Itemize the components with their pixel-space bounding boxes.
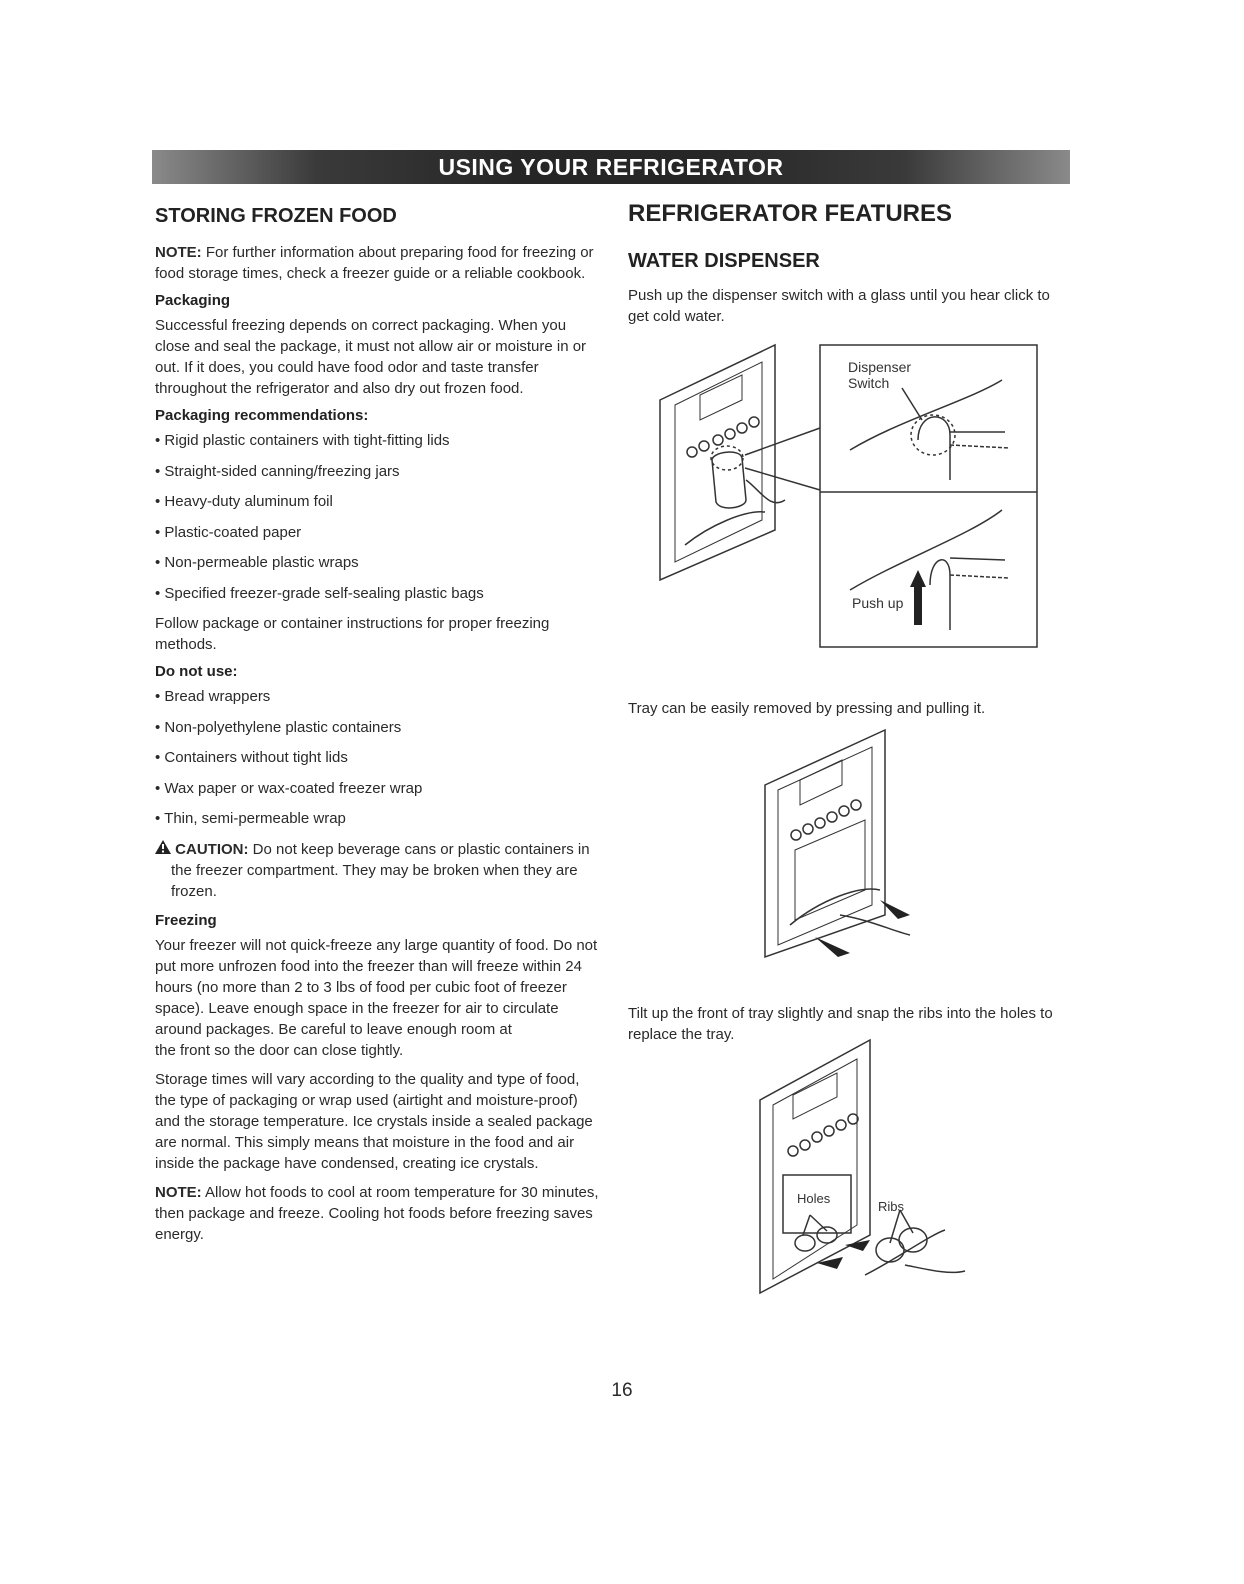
right-column — [628, 200, 1068, 335]
list-item: • Straight-sided canning/freezing jars — [155, 461, 600, 482]
switch-label: Switch — [848, 375, 890, 391]
dispenser-label: Dispenser — [848, 359, 912, 375]
list-item: • Specified freezer-grade self-sealing plastic bags — [155, 583, 600, 604]
tray-replace-figure — [755, 1035, 975, 1300]
section-banner — [152, 150, 1070, 184]
follow-instructions-text: Follow package or container instructions for proper freezing methods. — [155, 615, 550, 653]
list-item: • Non-polyethylene plastic containers — [155, 717, 600, 738]
storage-times-paragraph: Storage times will vary according to the quality and type of food, the type of packaging or wrap used (airtight and moisture-proof) and the storage temperature. Ice crystals inside a sealed package are normal. This simply means that moisture in the food and air inside the package have condensed, creating ice crystals. — [155, 1070, 593, 1172]
do-not-use-heading: Do not use: — [155, 663, 238, 680]
storing-frozen-food-title: STORING FROZEN FOOD — [155, 205, 397, 227]
tray-replace-text: Tilt up the front of tray slightly and snap the ribs into the holes to replace the tray. — [628, 1005, 1053, 1043]
warning-icon — [155, 840, 171, 854]
do-not-use-list — [155, 686, 600, 829]
note-hot-foods-paragraph: NOTE: Allow hot foods to cool at room temperature for 30 minutes, then package and freeze. Cooling hot foods before freezing saves energy. — [155, 1183, 599, 1243]
recommendations-list — [155, 430, 600, 604]
water-dispenser-intro: Push up the dispenser switch with a glass until you hear click to get cold water. — [628, 287, 1050, 325]
freezing-heading: Freezing — [155, 911, 217, 929]
list-item: • Containers without tight lids — [155, 747, 600, 768]
ribs-label: Ribs — [878, 1199, 905, 1214]
refrigerator-features-title: REFRIGERATOR FEATURES — [628, 200, 953, 227]
recommendations-heading: Packaging recommendations: — [155, 407, 369, 424]
water-dispenser-title: WATER DISPENSER — [628, 250, 820, 272]
freezing-paragraph: Your freezer will not quick-freeze any large quantity of food. Do not put more unfrozen food into the freezer than will freeze within 24 hours (no more than 2 to 3 lbs of food per cubic foot of freezer space). Leave enough space in the freezer for air to circulate around packages. Be careful to leave enough room at the front so the door can close tightly. — [155, 936, 598, 1059]
note-paragraph: NOTE: For further information about preparing food for freezing or food storage times, check a freezer guide or a reliable cookbook. — [155, 244, 594, 282]
caution-paragraph: CAUTION: Do not keep beverage cans or plastic containers in the freezer compartment. They may be broken when they are frozen. — [155, 839, 600, 902]
dispenser-figure — [650, 340, 1045, 650]
list-item: • Non-permeable plastic wraps — [155, 552, 600, 573]
tray-removal-text: Tray can be easily removed by pressing and pulling it. — [628, 700, 986, 717]
list-item: • Bread wrappers — [155, 686, 600, 707]
packaging-text: Successful freezing depends on correct packaging. When you close and seal the package, it must not allow air or moisture in or out. If it does, you could have food odor and taste transfer throughout the refrigerator and also dry out frozen food. — [155, 317, 587, 397]
tray-removal-figure — [760, 725, 930, 965]
list-item: • Wax paper or wax-coated freezer wrap — [155, 778, 600, 799]
list-item: • Rigid plastic containers with tight-fitting lids — [155, 430, 600, 451]
push-up-label: Push up — [852, 595, 904, 611]
list-item: • Heavy-duty aluminum foil — [155, 491, 600, 512]
page-number: 16 — [611, 1380, 633, 1401]
list-item: • Plastic-coated paper — [155, 522, 600, 543]
packaging-heading: Packaging — [155, 292, 231, 309]
banner-title: USING YOUR REFRIGERATOR — [438, 153, 784, 180]
holes-label: Holes — [797, 1191, 831, 1206]
list-item: • Thin, semi-permeable wrap — [155, 808, 600, 829]
left-column — [155, 205, 600, 1253]
